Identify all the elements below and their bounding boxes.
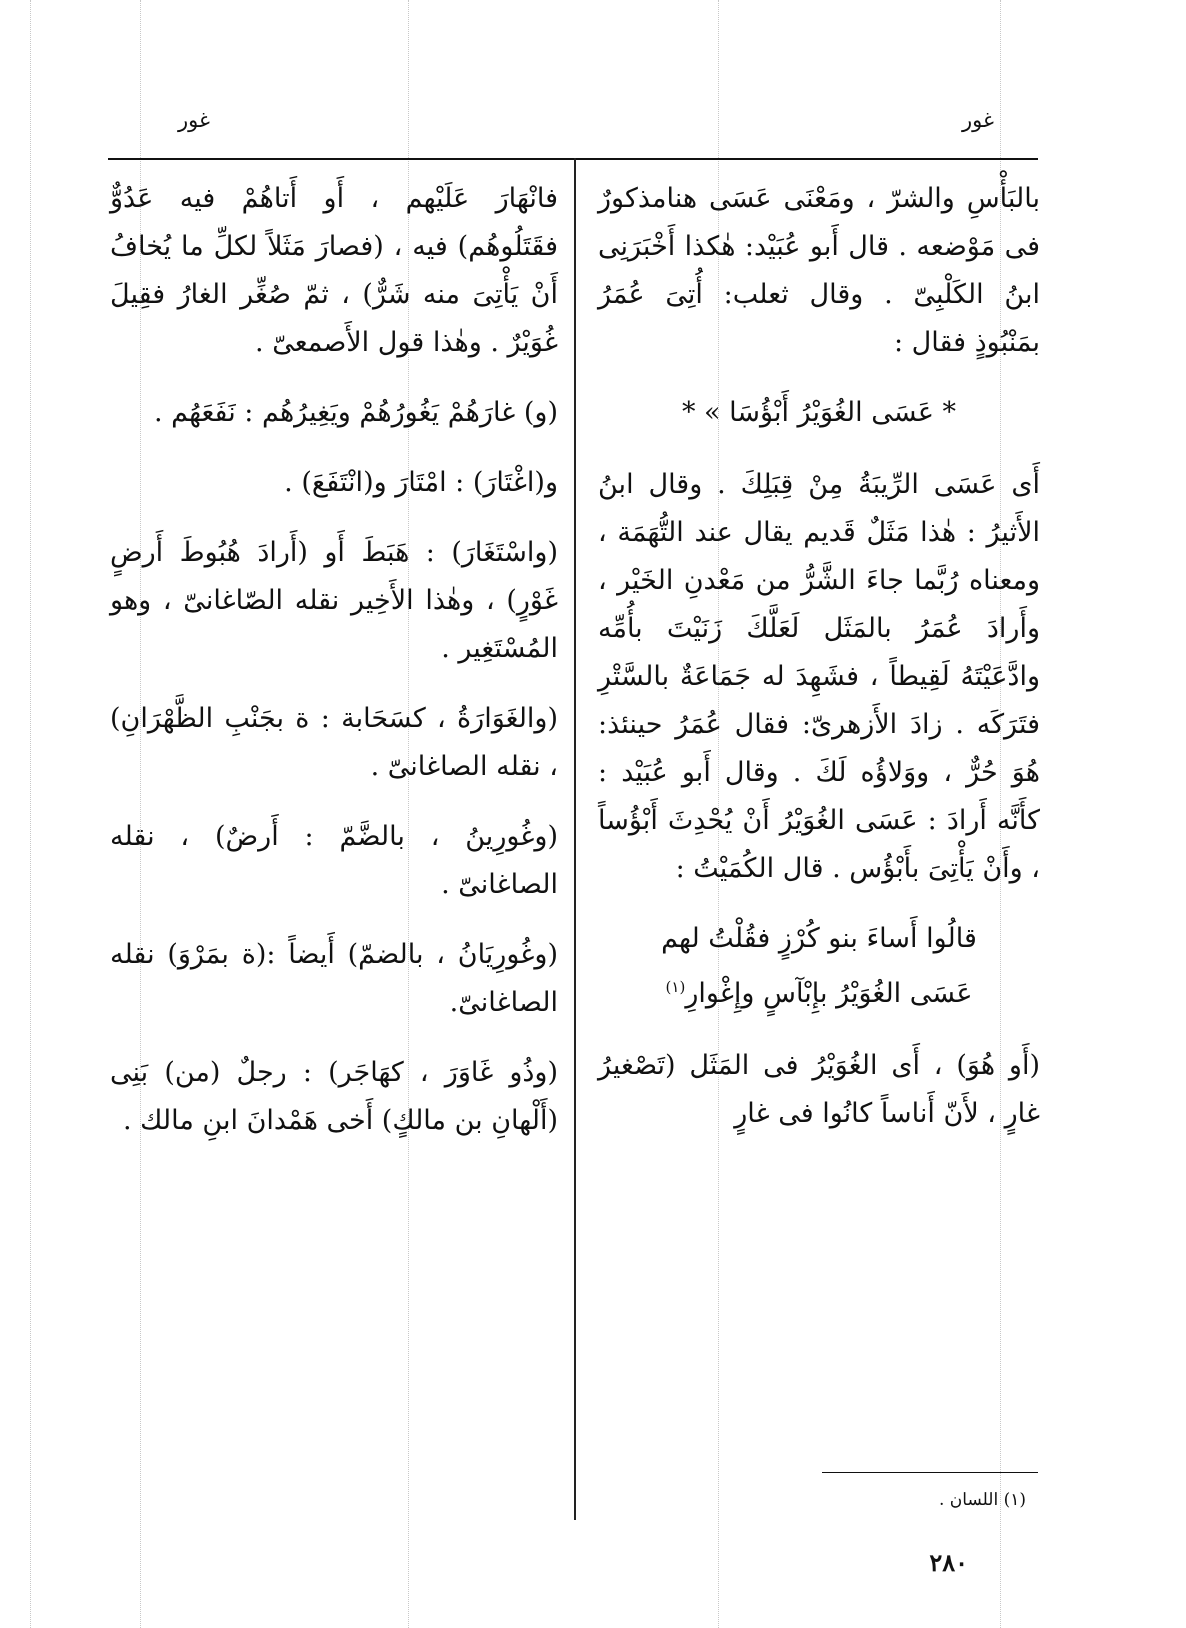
- footnote: (١) اللسان .: [939, 1490, 1026, 1510]
- column-divider: [574, 158, 576, 1520]
- left-paragraph-4: (واسْتَغَارَ) : هَبَطَ أَو (أَرادَ هُبُوطَ أَرضٍ غَوْرٍ) ، وهٰذا الأَخِير نقله الصّاغانىّ ، وهو المُسْتَغِير .: [110, 537, 558, 664]
- verse-line-2-text: عَسَى الغُوَيْرُ بإِبْآسٍ وإِغْوارِ: [685, 978, 973, 1009]
- verse-line-1: قالُوا أَساءَ بنو كُرْزٍ فقُلْتُ لهم: [661, 923, 977, 954]
- right-column: [598, 175, 1040, 1160]
- page-number: ٢٨٠: [929, 1548, 968, 1577]
- header-rule: [108, 158, 1038, 160]
- running-head-right: غور: [962, 108, 994, 132]
- footnote-mark: (١): [665, 978, 686, 996]
- verse-line-2: [598, 963, 1040, 1018]
- right-paragraph-1: بالبَأْسِ والشرّ ، ومَعْنَى عَسَى هنامذكورٌ فى مَوْضعه . قال أَبو عُبَيْد: هٰكذا أَخْبَرَنِى ابنُ الكَلْبِىّ . وقال ثعلب: أُتِىَ عُمَرُ بمَنْبُوذٍ فقال :: [598, 183, 1040, 358]
- left-paragraph-3: و(اغْتَارَ) : امْتَارَ و(انْتَفَعَ) .: [284, 467, 558, 498]
- left-paragraph-7: (وغُورِيَانُ ، بالضمّ) أَيضاً :(ة بمَرْوَ) نقله الصاغانىّ.: [110, 939, 558, 1018]
- scan-guide-line: [30, 0, 31, 1628]
- left-paragraph-1: فانْهَارَ عَلَيْهم ، أَو أَتاهُمْ فيه عَدُوٌّ فقَتَلُوهُم) فيه ، (فصارَ مَثَلاً لكلِّ ما يُخافُ أَنْ يَأْتِىَ منه شَرٌّ) ، ثمّ صُغِّر الغارُ فقِيلَ غُوَيْرٌ . وهٰذا قول الأَصمعىّ .: [110, 183, 558, 358]
- right-verse-2: [598, 915, 1040, 1018]
- right-paragraph-2: أَى عَسَى الرِّيبَةُ مِنْ قِبَلِكَ . وقال ابنُ الأَثيرُ : هٰذا مَثَلٌ قَديم يقال عند التُّهَمَة ، ومعناه رُبَّما جاءَ الشَّرُّ من مَعْدنِ الخَيْر ، وأَرادَ عُمَرُ بالمَثَل لَعَلَّكَ زَنَيْتَ بأُمِّه وادَّعَيْتَهُ لَقِيطاً ، فشَهِدَ له جَمَاعَةٌ بالسَّتْرِ فتَرَكَه . زادَ الأَزهرىّ: فقال عُمَرُ حينئذ: هُوَ حُرٌّ ، ووَلاؤُه لَكَ . وقال أَبو عُبَيْد : كأَنَّه أَرادَ : عَسَى الغُوَيْرُ أَنْ يُحْدِثَ أَبْؤُساً ، وأَنْ يَأْتِىَ بأَبْؤُس . قال الكُمَيْتُ :: [598, 469, 1040, 884]
- right-verse-1: * عَسَى الغُوَيْرُ أَبْؤُسَا » *: [681, 397, 957, 428]
- left-paragraph-8: (وذُو غَاوَرَ ، كهَاجَر) : رجلٌ (من) بَنِى (أَلْهانِ بن مالكٍ) أَخى هَمْدانَ ابنِ مالك .: [110, 1057, 558, 1136]
- left-column: [110, 175, 558, 1167]
- right-paragraph-3: (أَو هُوَ) ، أَى الغُوَيْرُ فى المَثَل (تَصْغيرُ غارٍ ، لأَنّ أَناساً كانُوا فى غارٍ: [598, 1050, 1040, 1129]
- left-paragraph-5: (والغَوَارَةُ ، كسَحَابة : ة بجَنْبِ الظَّهْرَانِ) ، نقله الصاغانىّ .: [110, 703, 558, 782]
- footnote-rule: [822, 1472, 1038, 1473]
- left-paragraph-6: (وغُورِينُ ، بالضَّمّ : أَرضٌ) ، نقله الصاغانىّ .: [110, 821, 558, 900]
- running-head-left: غور: [178, 108, 210, 132]
- left-paragraph-2: (و) غارَهُمْ يَغُورُهُمْ ويَغِيرُهُم : نَفَعَهُم .: [153, 397, 558, 428]
